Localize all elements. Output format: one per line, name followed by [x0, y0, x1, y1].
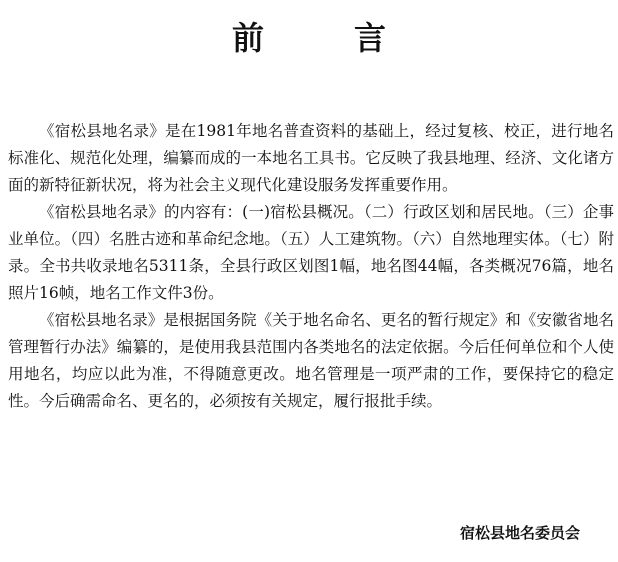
- title-char-1: 前: [231, 19, 264, 57]
- page-title: [0, 18, 618, 58]
- preface-body: [8, 118, 614, 415]
- paragraph-2: 《宿松县地名录》的内容有：(一)宿松县概况。（二）行政区划和居民地。（三）企事业单位。（四）名胜古迹和革命纪念地。（五）人工建筑物。（六）自然地理实体。（七）附录。全书共收录地名5311条，全县行政区划图1幅，地名图44幅，各类概况76篇，地名照片16帧，地名工作文件3份。: [8, 203, 614, 302]
- signature: 宿松县地名委员会: [459, 524, 580, 542]
- title-char-2: 言: [354, 19, 387, 57]
- paragraph-1: 《宿松县地名录》是在1981年地名普查资料的基础上，经过复核、校正，进行地名标准化、规范化处理，编纂而成的一本地名工具书。它反映了我县地理、经济、文化诸方面的新特征新状况，将为社会主义现代化建设服务发挥重要作用。: [8, 122, 614, 194]
- paragraph-3: 《宿松县地名录》是根据国务院《关于地名命名、更名的暂行规定》和《安徽省地名管理暂行办法》编纂的，是使用我县范围内各类地名的法定依据。今后任何单位和个人使用地名，均应以此为准，不得随意更改。地名管理是一项严肃的工作，要保持它的稳定性。今后确需命名、更名的，必须按有关规定，履行报批手续。: [8, 311, 614, 410]
